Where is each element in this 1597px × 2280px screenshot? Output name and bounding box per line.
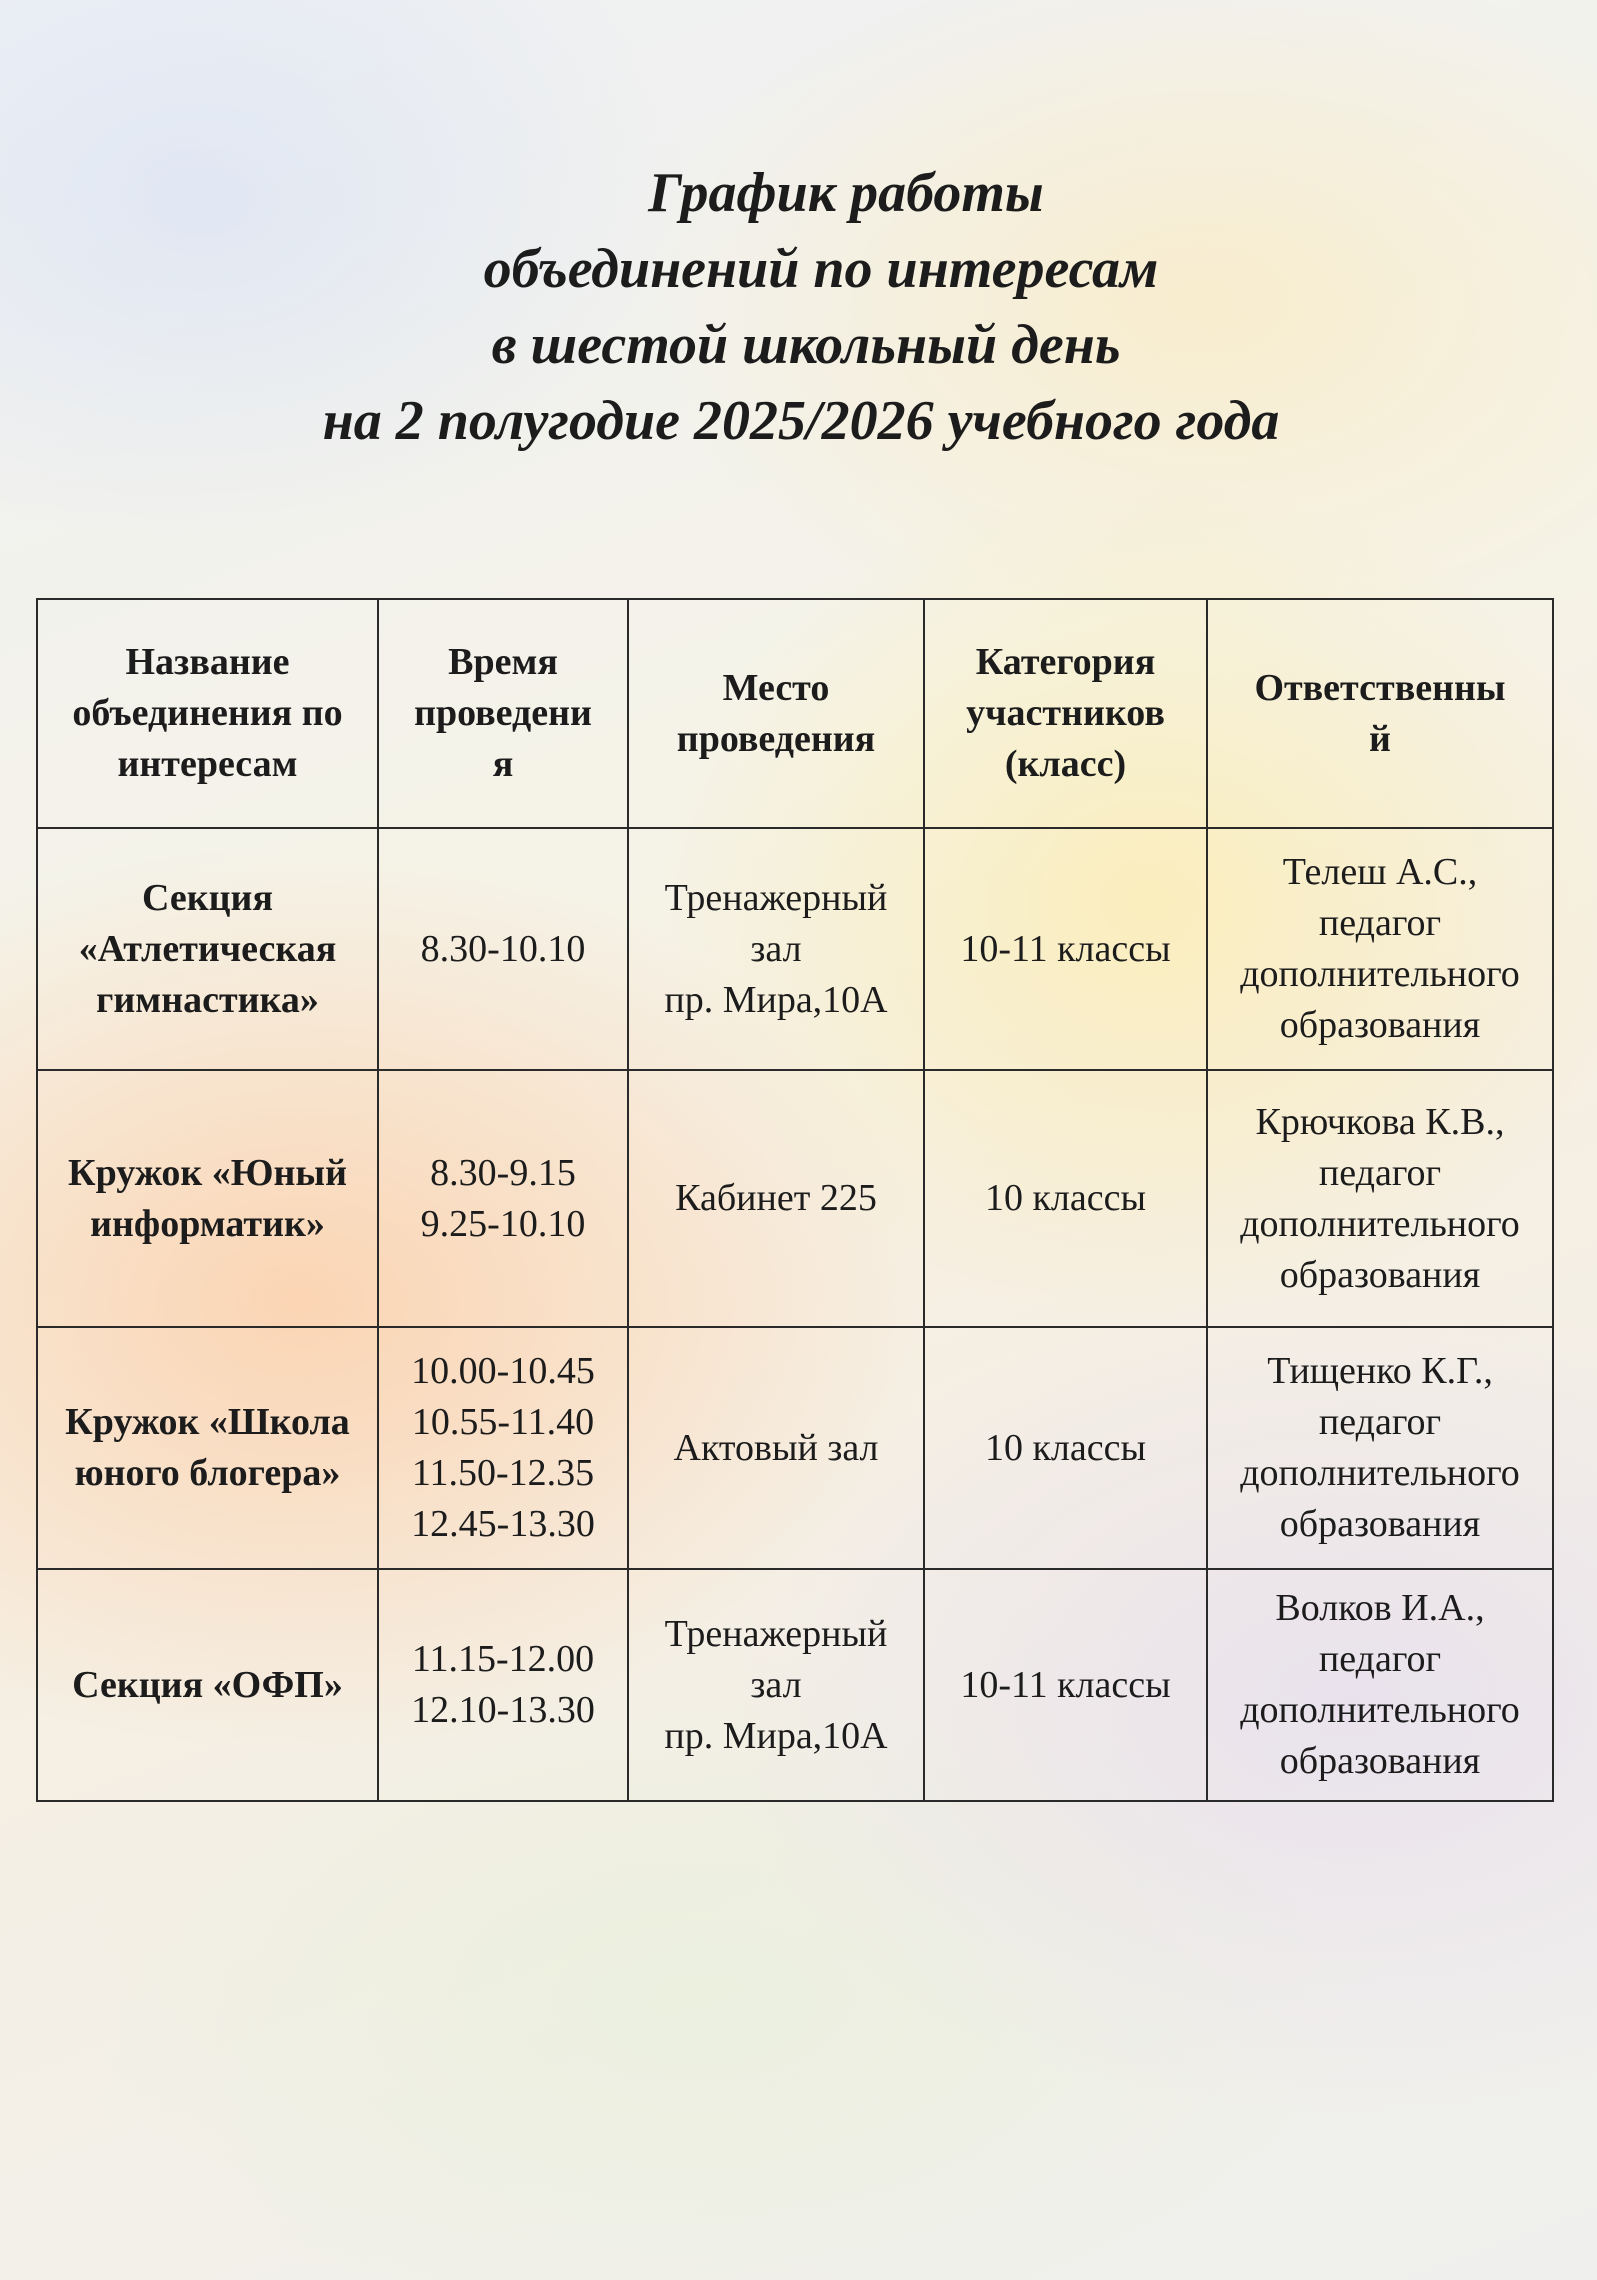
title-line-4: на 2 полугодие 2025/2026 учебного года [322,390,1280,452]
document-title [0,155,1597,459]
header-responsible: Ответственны й [1207,599,1553,828]
cell-category: 10 классы [924,1327,1207,1569]
table-header-row [37,599,1553,828]
cell-category: 10-11 классы [924,1569,1207,1801]
header-time: Время проведени я [378,599,628,828]
title-line-1: График работы [648,162,1044,224]
schedule-table [36,598,1554,1802]
cell-category: 10-11 классы [924,828,1207,1070]
table-row [37,1569,1553,1801]
cell-name: Секция «ОФП» [37,1569,378,1801]
cell-time: 11.15-12.00 12.10-13.30 [378,1569,628,1801]
table-row [37,1327,1553,1569]
cell-place: Тренажерный зал пр. Мира,10А [628,828,924,1070]
cell-responsible: Крючкова К.В., педагог дополнительного образования [1207,1070,1553,1327]
cell-place: Актовый зал [628,1327,924,1569]
cell-name: Секция «Атлетическая гимнастика» [37,828,378,1070]
header-name: Название объединения по интересам [37,599,378,828]
cell-responsible: Телеш А.С., педагог дополнительного образования [1207,828,1553,1070]
table-row [37,828,1553,1070]
title-line-3: в шестой школьный день [491,314,1121,376]
cell-time: 8.30-9.15 9.25-10.10 [378,1070,628,1327]
table-row [37,1070,1553,1327]
header-place: Место проведения [628,599,924,828]
cell-place: Кабинет 225 [628,1070,924,1327]
cell-name: Кружок «Школа юного блогера» [37,1327,378,1569]
cell-time: 10.00-10.45 10.55-11.40 11.50-12.35 12.45-13.30 [378,1327,628,1569]
cell-responsible: Волков И.А., педагог дополнительного образования [1207,1569,1553,1801]
cell-time: 8.30-10.10 [378,828,628,1070]
cell-place: Тренажерный зал пр. Мира,10А [628,1569,924,1801]
cell-category: 10 классы [924,1070,1207,1327]
cell-responsible: Тищенко К.Г., педагог дополнительного образования [1207,1327,1553,1569]
cell-name: Кружок «Юный информатик» [37,1070,378,1327]
header-category: Категория участников (класс) [924,599,1207,828]
title-line-2: объединений по интересам [483,238,1159,300]
